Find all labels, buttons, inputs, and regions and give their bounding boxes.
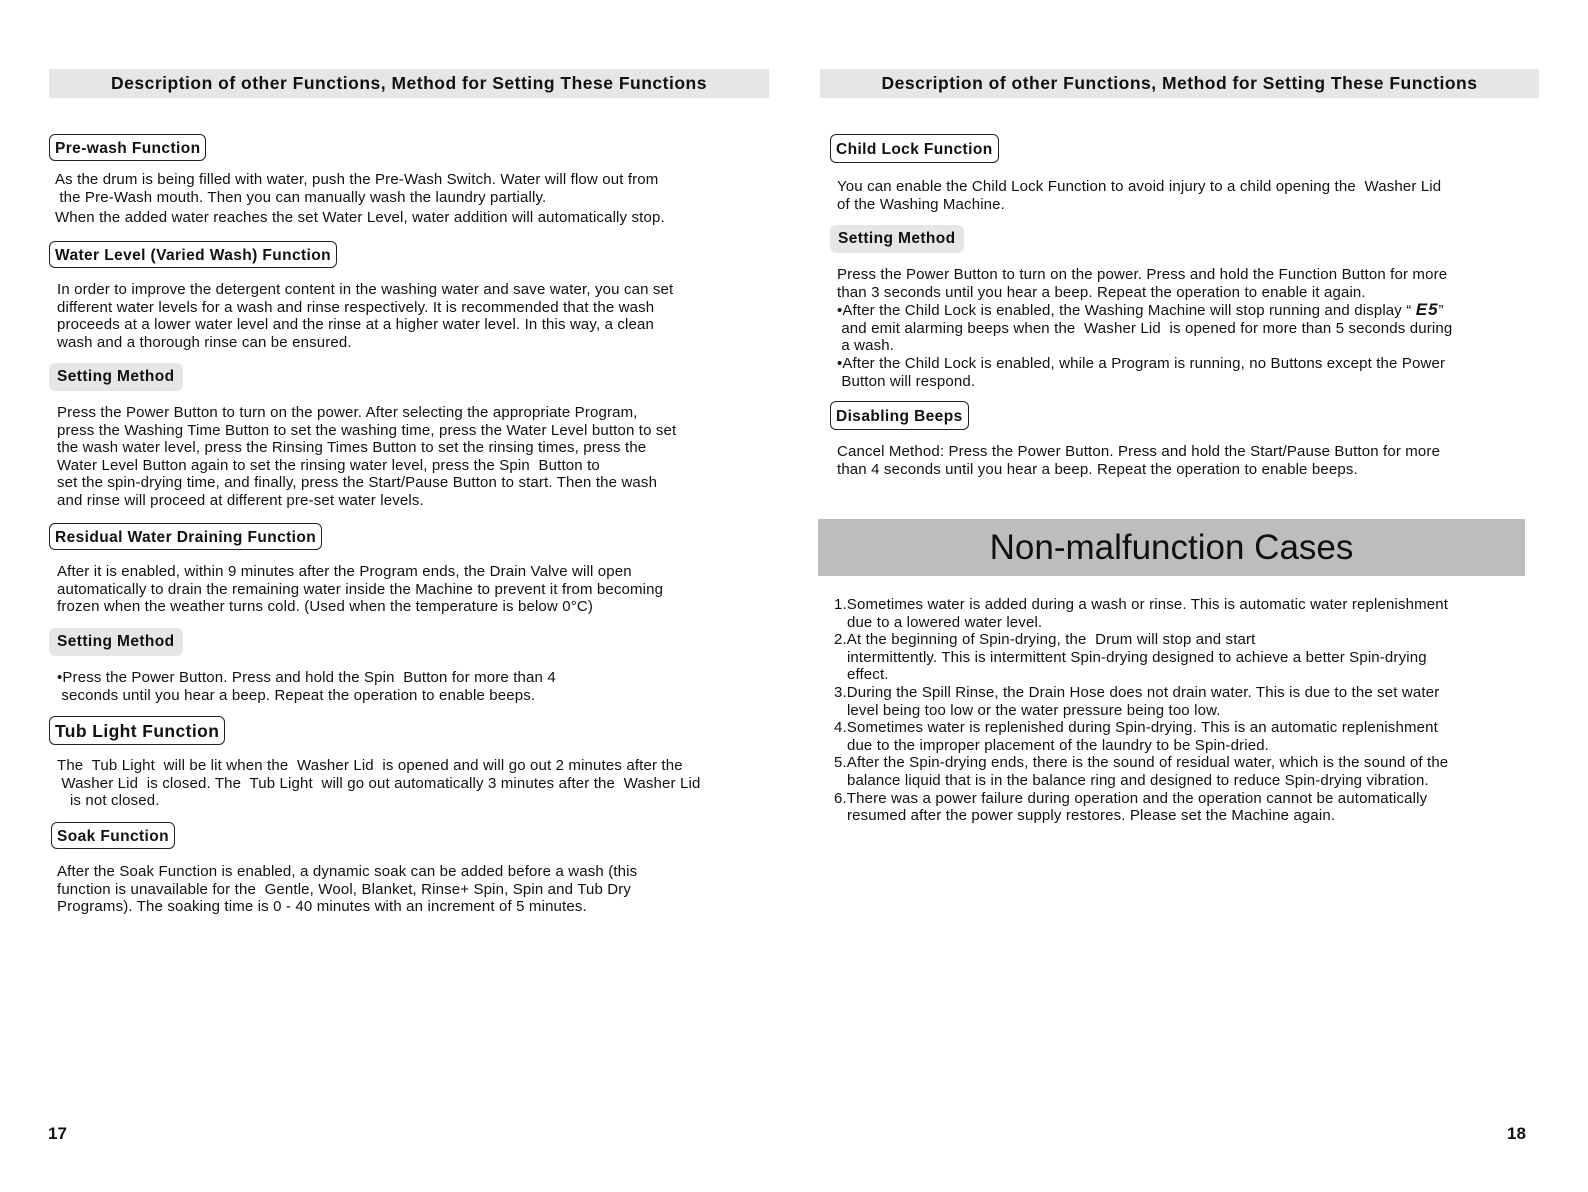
text-line: different water levels for a wash and rinse respectively. It is recommended that the wash (57, 298, 655, 316)
text-line: frozen when the weather turns cold. (Used when the temperature is below 0°C) (57, 598, 593, 616)
text-line: In order to improve the detergent content in the washing water and save water, you can set (57, 281, 674, 298)
text-line: set the spin-drying time, and finally, press the Start/Pause Button to start. Then the wash (57, 474, 658, 492)
list-item: intermittently. This is intermittent Spin-drying designed to achieve a better Spin-drying (834, 648, 1427, 666)
text-line: Press the Power Button to turn on the power. After selecting the appropriate Program, (57, 404, 638, 421)
page-number-left: 17 (48, 1124, 67, 1143)
es-display-glyph: E5 (1415, 300, 1439, 320)
water-level-title: Water Level (Varied Wash) Function (49, 241, 337, 268)
text-line: Water Level Button again to set the rinsing water level, press the Spin Button to (57, 456, 600, 474)
list-item: due to a lowered water level. (834, 613, 1043, 631)
left-page-header: Description of other Functions, Method for Setting These Functions (49, 69, 769, 98)
list-item: 5.After the Spin-drying ends, there is the sound of residual water, which is the sound of the (834, 754, 1449, 772)
text-line: function is unavailable for the Gentle, Wool, Blanket, Rinse+ Spin, Spin and Tub Dry (57, 880, 632, 898)
text-line: than 4 seconds until you hear a beep. Repeat the operation to enable beeps. (837, 460, 1358, 478)
text-line: Cancel Method: Press the Power Button. Press and hold the Start/Pause Button for more (837, 443, 1441, 460)
list-item: 3.During the Spill Rinse, the Drain Hose does not drain water. This is due to the set water (834, 683, 1440, 701)
prewash-title: Pre-wash Function (49, 134, 206, 161)
text-line: •After the Child Lock is enabled, while a Program is running, no Buttons except the Power (837, 354, 1446, 372)
prewash-text (55, 171, 665, 227)
non-malfunction-list (834, 596, 1448, 825)
text-fragment: •After the Child Lock is enabled, the Washing Machine will stop running and display “ (837, 302, 1416, 320)
text-line: You can enable the Child Lock Function to avoid injury to a child opening the Washer Lid (837, 178, 1442, 195)
text-line: After it is enabled, within 9 minutes after the Program ends, the Drain Valve will open (57, 563, 632, 580)
text-line: seconds until you hear a beep. Repeat the operation to enable beeps. (57, 686, 536, 704)
list-item: effect. (834, 666, 889, 684)
setting-method-tab: Setting Method (830, 225, 964, 253)
tub-light-title: Tub Light Function (49, 716, 225, 745)
disabling-beeps-title: Disabling Beeps (830, 401, 969, 430)
text-line: wash and a thorough rinse can be ensured. (57, 333, 352, 351)
list-item: 4.Sometimes water is replenished during Spin-drying. This is an automatic replenishment (834, 719, 1438, 737)
text-line: and rinse will proceed at different pre-set water levels. (57, 491, 424, 509)
text-line: is not closed. (57, 792, 160, 810)
text-line: the wash water level, press the Rinsing Times Button to set the rinsing times, press the (57, 439, 647, 457)
text-line: Programs). The soaking time is 0 - 40 minutes with an increment of 5 minutes. (57, 898, 587, 916)
text-line: proceeds at a lower water level and the rinse at a higher water level. In this way, a clean (57, 316, 655, 334)
text-line: •Press the Power Button. Press and hold the Spin Button for more than 4 (57, 669, 556, 686)
right-page-header: Description of other Functions, Method for Setting These Functions (820, 69, 1539, 98)
child-lock-method-text (837, 266, 1452, 390)
list-item: level being too low or the water pressure being too low. (834, 701, 1221, 719)
text-line: After the Soak Function is enabled, a dynamic soak can be added before a wash (this (57, 863, 638, 880)
list-item: due to the improper placement of the laundry to be Spin-dried. (834, 736, 1270, 754)
child-lock-text (837, 178, 1441, 213)
list-item: 6.There was a power failure during operation and the operation cannot be automatically (834, 789, 1428, 807)
page-number-right: 18 (1507, 1124, 1526, 1143)
text-line: and emit alarming beeps when the Washer Lid is opened for more than 5 seconds during (837, 319, 1453, 337)
text-line: The Tub Light will be lit when the Washer Lid is opened and will go out 2 minutes after the (57, 757, 683, 774)
text-line: press the Washing Time Button to set the washing time, press the Water Level button to set (57, 421, 677, 439)
residual-water-text (57, 563, 663, 616)
disabling-beeps-text (837, 443, 1440, 478)
list-item: resumed after the power supply restores. Please set the Machine again. (834, 807, 1336, 825)
tub-light-text (57, 757, 700, 810)
setting-method-2-text (57, 669, 556, 704)
setting-method-text (57, 404, 676, 510)
text-line: As the drum is being filled with water, push the Pre-Wash Switch. Water will flow out from (55, 171, 659, 188)
text-line: of the Washing Machine. (837, 195, 1005, 213)
setting-method-tab: Setting Method (49, 628, 183, 656)
text-fragment: ” (1438, 302, 1444, 320)
soak-title: Soak Function (51, 822, 175, 849)
soak-text (57, 863, 637, 916)
child-lock-title: Child Lock Function (830, 134, 999, 163)
text-line: Press the Power Button to turn on the power. Press and hold the Function Button for more (837, 266, 1448, 283)
text-line: Button will respond. (837, 372, 976, 390)
list-item: 2.At the beginning of Spin-drying, the Drum will stop and start (834, 631, 1256, 649)
setting-method-tab: Setting Method (49, 363, 183, 391)
residual-water-title: Residual Water Draining Function (49, 523, 322, 550)
text-line: automatically to drain the remaining water inside the Machine to prevent it from becoming (57, 580, 664, 598)
text-line: than 3 seconds until you hear a beep. Repeat the operation to enable it again. (837, 283, 1366, 301)
text-line: Washer Lid is closed. The Tub Light will go out automatically 3 minutes after the Washer Lid (57, 774, 701, 792)
water-level-text (57, 281, 673, 351)
non-malfunction-title: Non-malfunction Cases (818, 519, 1525, 576)
text-line (837, 301, 1452, 320)
text-line: the Pre-Wash mouth. Then you can manually wash the laundry partially. (55, 188, 547, 206)
list-item: balance liquid that is in the balance ring and designed to reduce Spin-drying vibration. (834, 771, 1429, 789)
right-page (794, 0, 1588, 1192)
list-item: 1.Sometimes water is added during a wash or rinse. This is automatic water replenishment (834, 596, 1449, 613)
text-line: a wash. (837, 337, 895, 355)
text-line: When the added water reaches the set Water Level, water addition will automatically stop. (55, 209, 665, 227)
